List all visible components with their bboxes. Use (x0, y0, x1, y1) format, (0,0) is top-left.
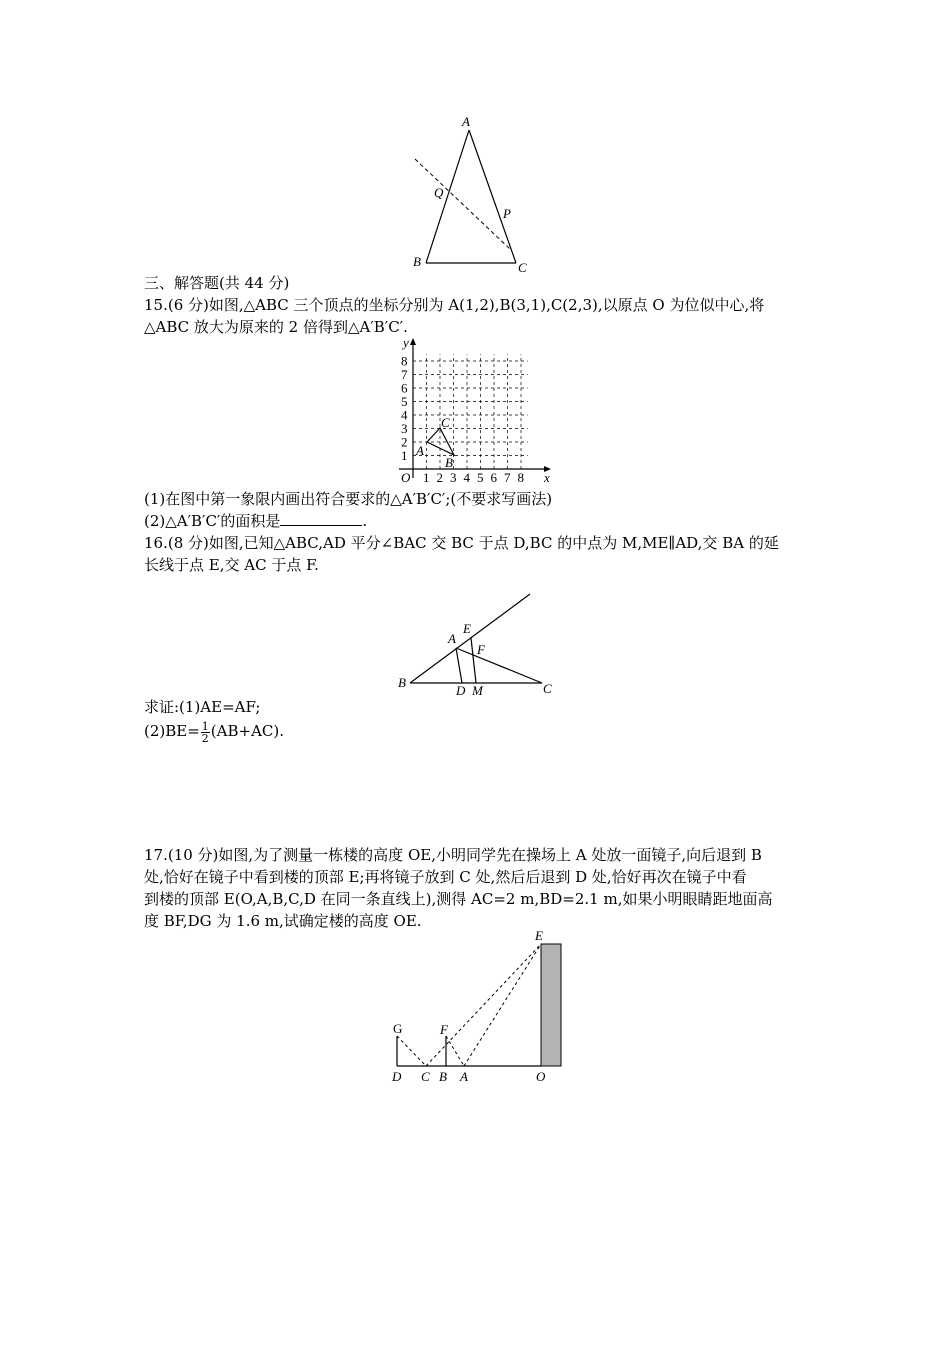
grid-point-b: B (445, 455, 453, 470)
q17-text-line4: 度 BF,DG 为 1.6 m,试确定楼的高度 OE. (144, 912, 422, 930)
q16-text-line1: 16.(8 分)如图,已知△ABC,AD 平分∠BAC 交 BC 于点 D,BC 的中点为 M,ME∥AD,交 BA 的延 (144, 534, 779, 552)
y-tick-label: 1 (401, 448, 408, 463)
y-tick-label: 5 (401, 394, 408, 409)
answer-blank[interactable] (280, 511, 362, 526)
grid-point-a: A (416, 443, 424, 458)
x-tick-label: 7 (504, 470, 511, 485)
y-tick-label: 2 (401, 434, 408, 450)
y-tick-label: 6 (401, 380, 408, 396)
q15-text-line2: △ABC 放大为原来的 2 倍得到△A′B′C′. (144, 318, 408, 336)
label-d16: D (456, 683, 466, 698)
label-a: A (462, 114, 470, 129)
grid-lines (413, 354, 528, 469)
ray-ce (426, 944, 541, 1066)
side-ab (426, 130, 469, 263)
segment-ad (456, 648, 462, 683)
label-c17: C (421, 1069, 430, 1084)
q17-text-line3: 到楼的顶部 E(O,A,B,C,D 在同一条直线上),测得 AC=2 m,BD=2.1 m,如果小明眼睛距地面高 (144, 890, 773, 908)
label-p: P (503, 206, 511, 221)
q17-text-line2: 处,恰好在镜子中看到楼的顶部 E;再将镜子放到 C 处,然后后退到 D 处,恰好再次在镜子中看 (144, 868, 747, 886)
section-heading: 三、解答题(共 44 分) (144, 274, 290, 292)
y-tick-label: 4 (401, 407, 408, 423)
label-d17: D (392, 1069, 402, 1084)
label-c: C (518, 260, 527, 275)
q15-part2 (144, 510, 367, 532)
side-ac (469, 130, 516, 263)
triangle-pq-figure (400, 110, 530, 280)
label-b17: B (439, 1069, 447, 1084)
q17-text-line1: 17.(10 分)如图,为了测量一栋楼的高度 OE,小明同学先在操场上 A 处放一面镜子,向后退到 B (144, 846, 762, 864)
label-b: B (413, 254, 421, 269)
building-oe (541, 944, 561, 1066)
axis-label-x: x (544, 470, 550, 485)
label-e17: E (535, 928, 543, 943)
label-f17: F (440, 1022, 448, 1037)
q16-prove-2 (144, 720, 284, 744)
segment-em (471, 638, 476, 683)
y-axis-arrow (410, 338, 416, 345)
q15-part1: (1)在图中第一象限内画出符合要求的△A′B′C′;(不要求写画法) (144, 490, 553, 508)
ray-gc (397, 1036, 426, 1066)
q16-prove-2-suffix: (AB+AC). (210, 722, 285, 740)
label-c16: C (543, 681, 552, 696)
label-o17: O (536, 1069, 546, 1084)
ray-ae (464, 944, 541, 1066)
ray-fa (446, 1036, 464, 1066)
y-tick-label: 8 (401, 353, 408, 369)
q16-text-line2: 长线于点 E,交 AC 于点 F. (144, 556, 319, 574)
q15-part2-prefix: (2)△A′B′C′的面积是 (144, 512, 281, 530)
segment-ac (456, 648, 542, 683)
ray-ba-extended (410, 594, 530, 683)
x-tick-label: 3 (450, 470, 457, 485)
label-f16: F (477, 642, 485, 657)
q15-text-line1: 15.(6 分)如图,△ABC 三个顶点的坐标分别为 A(1,2),B(3,1),C(2,3),以原点 O 为位似中心,将 (144, 296, 765, 314)
x-tick-label: 1 (423, 470, 430, 485)
grid-tick-labels (401, 354, 524, 486)
label-a17: A (460, 1069, 468, 1084)
x-tick-label: 5 (477, 470, 484, 485)
label-a16: A (448, 631, 456, 646)
angle-bisector-figure (393, 588, 563, 698)
fraction-denominator: 2 (201, 731, 209, 745)
x-tick-label: 6 (490, 470, 497, 485)
label-m16: M (472, 683, 483, 698)
label-b16: B (398, 675, 406, 690)
axis-label-y: y (403, 336, 409, 350)
label-q: Q (434, 185, 444, 200)
origin-label: O (401, 470, 411, 485)
label-g17: G (393, 1021, 403, 1036)
q16-prove-2-prefix: (2)BE= (144, 722, 200, 740)
q16-prove-1: 求证:(1)AE=AF; (144, 698, 261, 716)
grid-point-c: C (441, 415, 450, 430)
q15-part2-suffix: . (362, 512, 368, 530)
label-e16: E (463, 621, 471, 636)
x-tick-label: 8 (517, 470, 524, 485)
x-tick-label: 4 (463, 470, 470, 485)
fraction-numerator: 1 (201, 719, 209, 733)
coordinate-grid-figure (392, 336, 562, 488)
building-mirror-figure (385, 926, 575, 1086)
triangle-abc-small (427, 428, 454, 455)
x-tick-label: 2 (436, 470, 443, 485)
y-tick-label: 7 (401, 367, 408, 382)
y-tick-label: 3 (401, 421, 408, 436)
dashed-line-pq (415, 159, 511, 250)
fraction-one-half (201, 721, 210, 744)
